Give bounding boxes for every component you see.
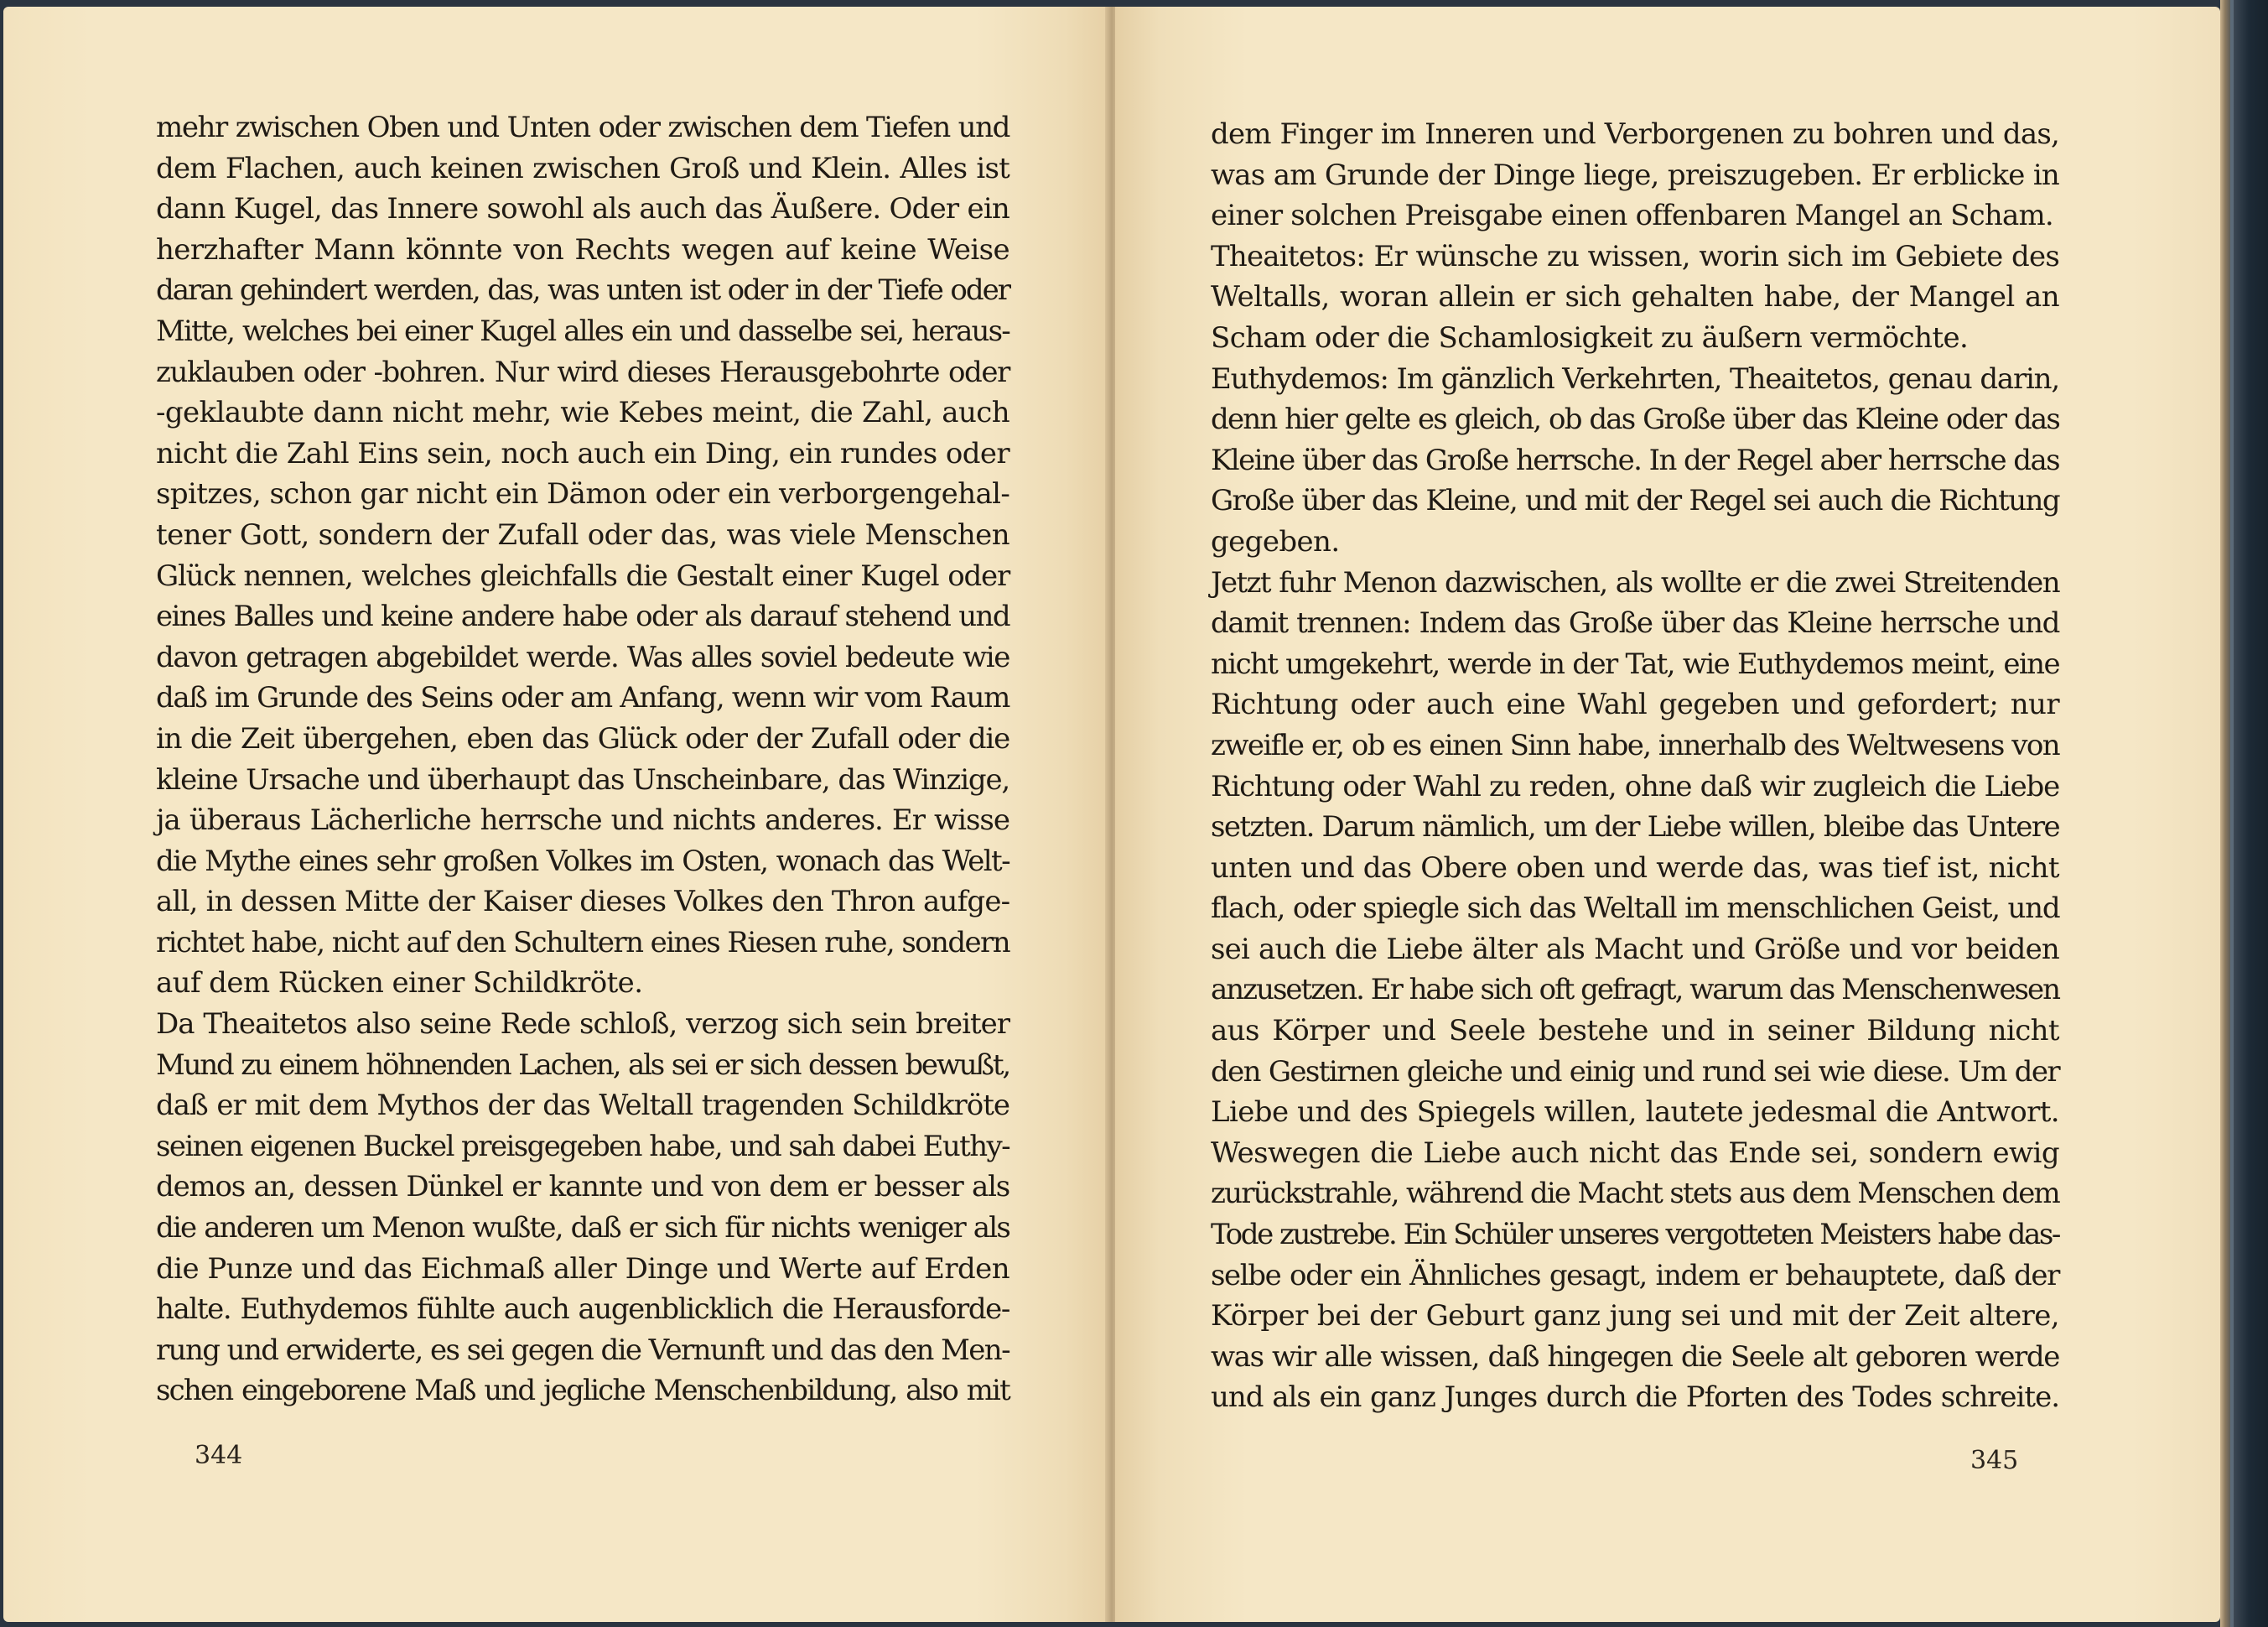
text-line: nicht die Zahl Eins sein, noch auch ein Ding, ein rundes oder <box>156 436 1010 470</box>
page-number-right: 345 <box>1970 1446 2019 1475</box>
text-line: Euthydemos: Im gänzlich Verkehrten, Theaitetos, genau darin, <box>1211 361 2059 396</box>
text-line: setzten. Darum nämlich, um der Liebe willen, bleibe das Untere <box>1211 810 2059 845</box>
text-line: zweifle er, ob es einen Sinn habe, innerhalb des Weltwesens von <box>1211 728 2059 762</box>
text-line: den Gestirnen gleiche und einig und rund sei wie diese. Um der <box>1211 1054 2059 1089</box>
text-line: kleine Ursache und überhaupt das Unscheinbare, das Winzige, <box>156 762 1009 797</box>
text-line: und als ein ganz Junges durch die Pforten des Todes schreite. <box>1211 1380 2059 1415</box>
text-line: selbe oder ein Ähnliches gesagt, indem er behauptete, daß der <box>1211 1258 2059 1292</box>
text-line: Tode zustrebe. Ein Schüler unseres vergotteten Meisters habe das- <box>1211 1218 2059 1252</box>
text-line: davon getragen abgebildet werde. Was alles soviel bedeute wie <box>156 640 1009 674</box>
text-line: einer solchen Preisgabe einen offenbaren Mangel an Scham. <box>1211 199 2053 233</box>
book-cover-edge <box>2220 0 2268 1627</box>
left-page-text <box>156 107 1009 1411</box>
text-line: Mitte, welches bei einer Kugel alles ein und dasselbe sei, heraus- <box>156 314 1009 348</box>
text-line: Jetzt fuhr Menon dazwischen, als wollte er die zwei Streitenden <box>1211 565 2059 600</box>
text-line: demos an, dessen Dünkel er kannte und von dem er besser als <box>156 1170 1009 1204</box>
text-line: dem Flachen, auch keinen zwischen Groß und Klein. Alles ist <box>156 151 1009 185</box>
right-page-text <box>1211 114 2059 1418</box>
text-line: auf dem Rücken einer Schildkröte. <box>156 966 643 1001</box>
text-line: was wir alle wissen, daß hingegen die Seele alt geboren werde <box>1211 1339 2059 1374</box>
text-line: dem Finger im Inneren und Verborgenen zu bohren und das, <box>1211 117 2059 151</box>
text-line: Theaitetos: Er wünsche zu wissen, worin sich im Gebiete des <box>1211 239 2059 273</box>
text-line: unten und das Obere oben und werde das, was tief ist, nicht <box>1211 850 2059 885</box>
text-line: flach, oder spiegle sich das Weltall im menschlichen Geist, und <box>1211 891 2060 926</box>
text-line: aus Körper und Seele bestehe und in seiner Bildung nicht <box>1211 1014 2059 1048</box>
text-line: die Punze und das Eichmaß aller Dinge und Werte auf Erden <box>156 1251 1009 1286</box>
cover-stripe <box>2230 0 2234 1627</box>
text-line: mehr zwischen Oben und Unten oder zwischen dem Tiefen und <box>156 111 1009 144</box>
text-line: Glück nennen, welches gleichfalls die Gestalt einer Kugel oder <box>156 559 1009 593</box>
text-line: in die Zeit übergehen, eben das Glück oder der Zufall oder die <box>156 721 1009 756</box>
text-line: seinen eigenen Buckel preisgegeben habe, und sah dabei Euthy- <box>156 1129 1009 1163</box>
text-line: spitzes, schon gar nicht ein Dämon oder ein verborgengehal- <box>156 477 1010 512</box>
text-line: Kleine über das Große herrsche. In der Regel aber herrsche das <box>1211 443 2059 477</box>
text-line: herzhafter Mann könnte von Rechts wegen auf keine Weise <box>156 232 1009 267</box>
text-line: Scham oder die Schamlosigkeit zu äußern vermöchte. <box>1211 320 1969 355</box>
text-line: Da Theaitetos also seine Rede schloß, verzog sich sein breiter <box>156 1007 1009 1042</box>
text-line: gegeben. <box>1211 524 1340 559</box>
text-line: Richtung oder Wahl zu reden, ohne daß wir zugleich die Liebe <box>1211 769 2059 803</box>
text-line: die Mythe eines sehr großen Volkes im Osten, wonach das Welt- <box>156 844 1009 878</box>
text-line: anzusetzen. Er habe sich oft gefragt, warum das Menschenwesen <box>1211 973 2059 1007</box>
text-line: die anderen um Menon wußte, daß er sich für nichts weniger als <box>156 1211 1009 1245</box>
text-line: halte. Euthydemos fühlte auch augenblicklich die Herausforde- <box>156 1292 1009 1327</box>
text-line: rung und erwiderte, es sei gegen die Vernunft und das den Men- <box>156 1333 1009 1367</box>
text-line: zuklauben oder -bohren. Nur wird dieses Herausgebohrte oder <box>156 355 1009 389</box>
text-line: Mund zu einem höhnenden Lachen, als sei er sich dessen bewußt, <box>156 1047 1009 1082</box>
text-line: tener Gott, sondern der Zufall oder das, was viele Menschen <box>156 517 1009 552</box>
text-line: Große über das Kleine, und mit der Regel sei auch die Richtung <box>1211 484 2059 518</box>
page-number-left: 344 <box>195 1441 243 1470</box>
text-line: was am Grunde der Dinge liege, preiszugeben. Er erblicke in <box>1211 158 2059 192</box>
text-line: Liebe und des Spiegels willen, lautete jedesmal die Antwort. <box>1211 1095 2059 1130</box>
text-line: nicht umgekehrt, werde in der Tat, wie Euthydemos meint, eine <box>1211 647 2059 681</box>
text-line: Weltalls, woran allein er sich gehalten habe, der Mangel an <box>1211 280 2059 314</box>
text-line: daran gehindert werden, das, was unten ist oder in der Tiefe oder <box>156 273 1009 308</box>
text-line: sei auch die Liebe älter als Macht und Größe und vor beiden <box>1211 932 2059 966</box>
text-line: all, in dessen Mitte der Kaiser dieses Volkes den Thron aufge- <box>156 885 1010 919</box>
text-line: dann Kugel, das Innere sowohl als auch das Äußere. Oder ein <box>156 192 1009 226</box>
text-line: richtet habe, nicht auf den Schultern eines Riesen ruhe, sondern <box>156 925 1009 959</box>
text-line: zurückstrahle, während die Macht stets aus dem Menschen dem <box>1211 1177 2059 1211</box>
text-line: Richtung oder auch eine Wahl gegeben und gefordert; nur <box>1211 688 2059 722</box>
text-line: Körper bei der Geburt ganz jung sei und mit der Zeit altere, <box>1211 1299 2059 1333</box>
text-line: denn hier gelte es gleich, ob das Große über das Kleine oder das <box>1211 403 2059 437</box>
text-line: damit trennen: Indem das Große über das Kleine herrsche und <box>1211 606 2059 641</box>
text-line: eines Balles und keine andere habe oder als darauf stehend und <box>156 600 1009 634</box>
text-line: -geklaubte dann nicht mehr, wie Kebes meint, die Zahl, auch <box>156 396 1009 430</box>
text-line: schen eingeborene Maß und jegliche Menschenbildung, also mit <box>156 1374 1009 1408</box>
text-line: Weswegen die Liebe auch nicht das Ende sei, sondern ewig <box>1211 1136 2059 1170</box>
text-line: ja überaus Lächerliche herrsche und nichts anderes. Er wisse <box>156 803 1009 838</box>
text-line: daß im Grunde des Seins oder am Anfang, wenn wir vom Raum <box>156 681 1009 715</box>
text-line: daß er mit dem Mythos der das Weltall tragenden Schildkröte <box>156 1089 1009 1123</box>
